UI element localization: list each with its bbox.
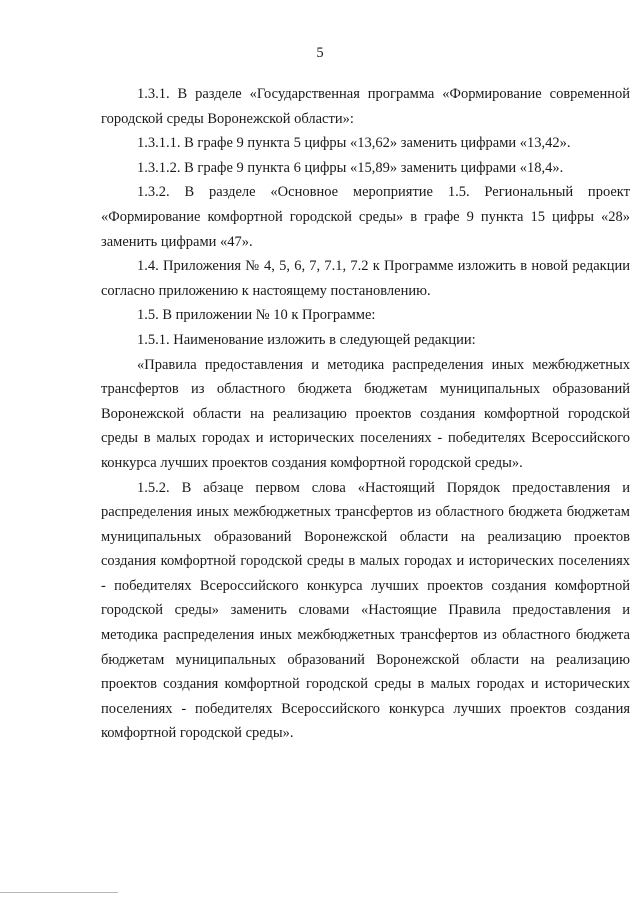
paragraph-1-4: 1.4. Приложения № 4, 5, 6, 7, 7.1, 7.2 к Программе изложить в новой редакции согласно приложению к настоящему постановлению. <box>101 258 630 299</box>
bottom-divider <box>0 892 118 893</box>
paragraph-1-5-2: 1.5.2. В абзаце первом слова «Настоящий Порядок предоставления и распределения иных межбюджетных трансфертов из областного бюджета бюджетам муниципальных образований Воронежской области на реализацию проектов создания комфортной городской среды в малых городах и исторических поселениях - победителях Всероссийского конкурса лучших проектов создания комфортной городской среды» заменить словами «Настоящие Правила предоставления и методика распределения иных межбюджетных трансфертов из областного бюджета бюджетам муниципальных образований Воронежской области на реализацию проектов создания комфортной городской среды в малых городах и исторических поселениях - победителях Всероссийского конкурса лучших проектов создания комфортной городской среды». <box>101 479 630 742</box>
paragraph-1-3-1: 1.3.1. В разделе «Государственная программа «Формирование современной городской среды Воронежской области»: <box>101 86 630 127</box>
paragraph-1-5: 1.5. В приложении № 10 к Программе: <box>137 307 376 324</box>
paragraph-1-3-1-1: 1.3.1.1. В графе 9 пункта 5 цифры «13,62» заменить цифрами «13,42». <box>137 135 571 152</box>
document-body <box>101 82 630 746</box>
paragraph-1-3-1-2: 1.3.1.2. В графе 9 пункта 6 цифры «15,89» заменить цифрами «18,4». <box>137 159 564 176</box>
paragraph-1-5-1: 1.5.1. Наименование изложить в следующей редакции: <box>137 331 476 348</box>
paragraph-1-3-2: 1.3.2. В разделе «Основное мероприятие 1.5. Региональный проект «Формирование комфортной городской среды» в графе 9 пункта 15 цифры «28» заменить цифрами «47». <box>101 184 630 250</box>
paragraph-quoted-title: «Правила предоставления и методика распределения иных межбюджетных трансфертов из областного бюджета бюджетам муниципальных образований Воронежской области на реализацию проектов создания комфортной городской среды в малых городах и исторических поселениях - победителях Всероссийского конкурса лучших проектов создания комфортной городской среды». <box>101 356 630 471</box>
page-number: 5 <box>316 45 324 61</box>
